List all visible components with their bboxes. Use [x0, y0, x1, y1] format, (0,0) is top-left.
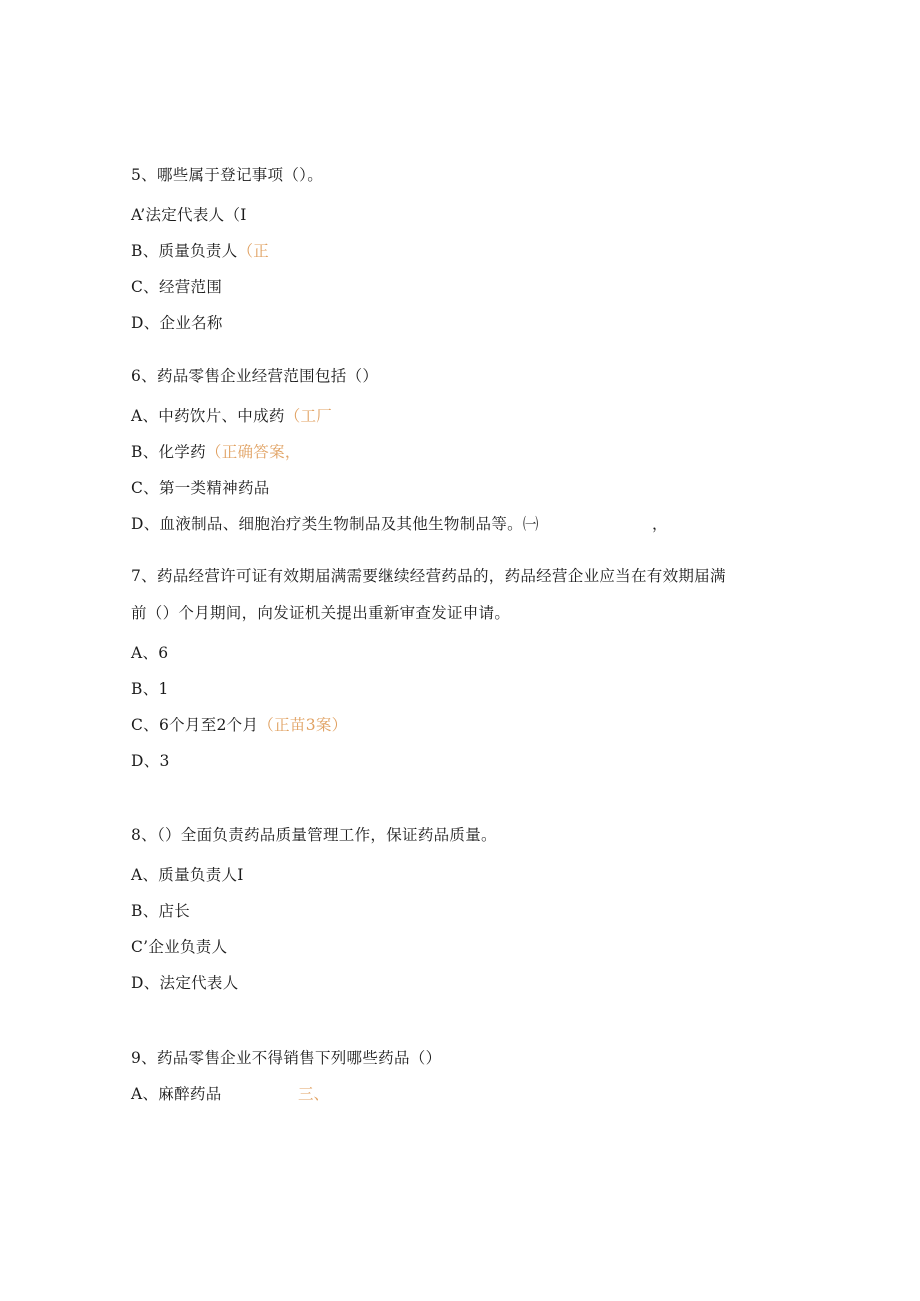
question-7-cont: 前（）个月期间，向发证机关提出重新审查发证申请。 [131, 604, 511, 622]
q5-option-c: C、经营范围 [131, 278, 223, 296]
q9-option-a: A、麻醉药品 [131, 1085, 222, 1103]
option-text: B、化学药 [131, 443, 206, 461]
q7-option-a: A、6 [131, 644, 169, 662]
q5-option-d: D、企业名称 [131, 314, 223, 332]
answer-note: （正确答案， [205, 443, 301, 461]
q6-option-b [131, 442, 301, 462]
option-text: A、中药饮片、中成药 [131, 407, 285, 425]
q8-option-d: D、法定代表人 [131, 974, 239, 992]
question-8: 8、（）全面负责药品质量管理工作，保证药品质量。 [131, 826, 497, 844]
question-9: 9、药品零售企业不得销售下列哪些药品（） [131, 1049, 442, 1067]
q7-option-d: D、3 [131, 752, 170, 770]
option-text: B、质量负责人 [131, 242, 238, 260]
q9-option-a-trail: 三、 [298, 1085, 330, 1103]
option-text: C、6个月至2个月 [131, 716, 259, 734]
q6-option-d-trail: ， [652, 515, 668, 533]
q8-option-c: C’企业负责人 [131, 938, 228, 956]
answer-note: （正 [237, 242, 270, 260]
q8-option-a: A、质量负责人I [131, 866, 244, 884]
answer-note: （正苗3案） [258, 716, 348, 734]
q7-option-c [131, 715, 347, 735]
question-6: 6、药品零售企业经营范围包括（） [131, 367, 379, 385]
question-5: 5、哪些属于登记事项（）。 [131, 166, 324, 184]
q6-option-a [131, 406, 332, 426]
q5-option-a: A’法定代表人（I [131, 206, 247, 224]
answer-note: （工厂 [284, 407, 333, 425]
q6-option-c: C、第一类精神药品 [131, 479, 270, 497]
q8-option-b: B、店长 [131, 902, 191, 920]
question-7: 7、药品经营许可证有效期届满需要继续经营药品的，药品经营企业应当在有效期届满 [131, 567, 726, 585]
q5-option-b [131, 241, 269, 261]
q7-option-b: B、1 [131, 680, 169, 698]
q6-option-d: D、血液制品、细胞治疗类生物制品及其他生物制品等。㈠ [131, 515, 539, 533]
